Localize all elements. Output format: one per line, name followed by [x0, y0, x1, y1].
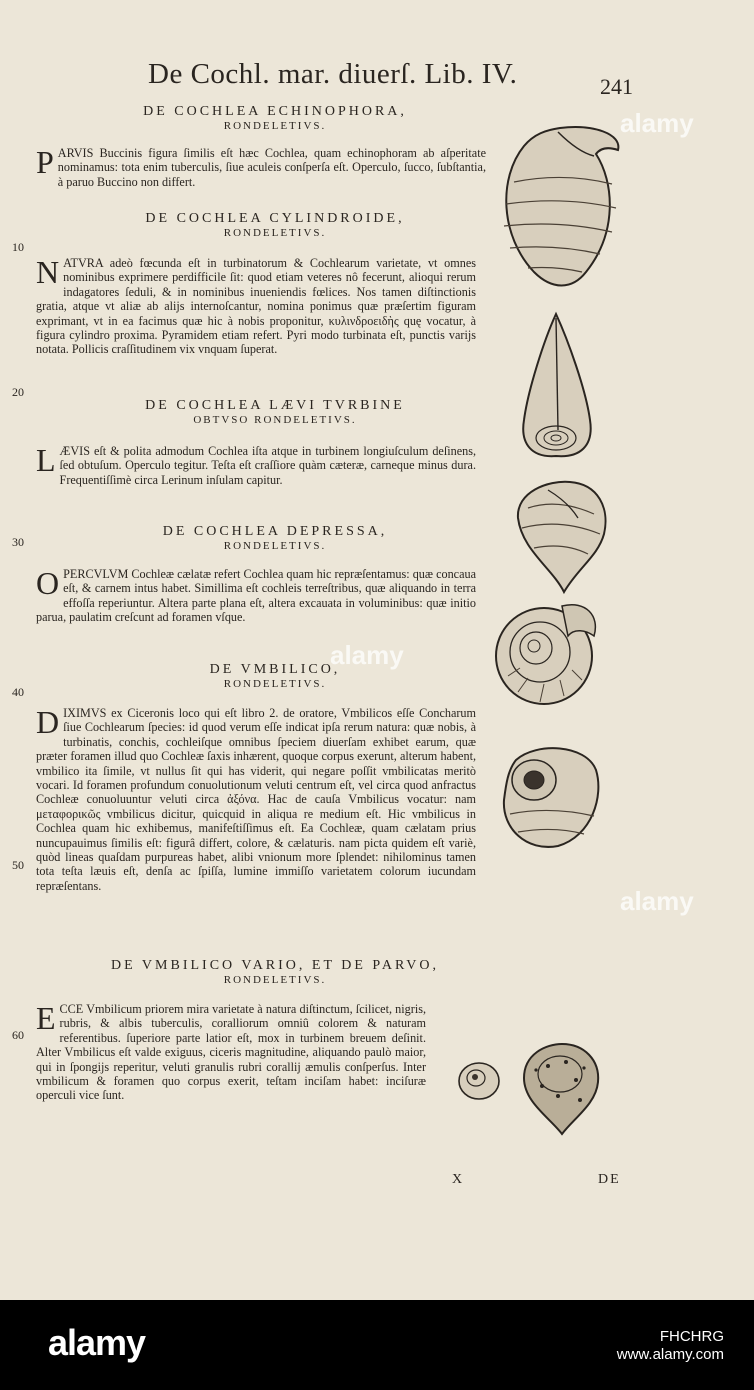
section-text-cylindroide: NATVRA adeò fœcunda eſt in turbinatorum & Cochlearum varietate, vt omnes nominibus exprimere perdifficile ſit: quod etiam veteres nô fecerunt, alioqui rerum indagatores ſeduli, & in nominibus inueniendis fœlices. Nos tamen diſtinctionis gratia, atque vt aliæ ab alijs internoſcantur, nomina ponimus quæ præſertim figuram exprimant, vt in ea facimus quæ hic à nobis proponitur, κυλινδροειδὴς quę vocatur, à figura cylindro proxima. Pyramidem etiam refert. Pyri modo turbinata eſt, punctis varijs notata. Pollicis craſſitudinem vix vnquam ſuperat. — [36, 254, 476, 357]
signature-mark: X — [452, 1172, 465, 1187]
watermark: alamy — [620, 886, 694, 916]
depressa-shell-illustration — [490, 596, 602, 710]
section-text-laevi-turbine: LÆVIS eſt & polita admodum Cochlea iſta atque in turbinem longiuſculum deſinens, ſed obtuſum. Operculo tegitur. Teſta eſt craſſiore quàm cæteræ, carneque minus dura. Frequentiſſimè circa Lerinum inſulam capitur. — [36, 442, 476, 487]
line-number: 50 — [12, 858, 24, 872]
line-number: 40 — [12, 685, 24, 699]
section-heading-umbilico-vario: DE VMBILICO VARIO, ET DE PARVO, RONDELETIVS. — [111, 958, 439, 986]
section-heading-laevi-turbine: DE COCHLEA LÆVI TVRBINE OBTVSO RONDELETIVS. — [145, 398, 405, 426]
running-title: De Cochl. mar. diuerſ. Lib. IV. — [148, 58, 518, 90]
line-number: 20 — [12, 385, 24, 399]
stock-logo: alamy — [48, 1322, 146, 1363]
small-umbilicus-illustration — [456, 1058, 502, 1104]
section-text-umbilico: DIXIMVS ex Ciceronis loco qui eſt libro 2. de oratore, Vmbilicos eſſe Concharum ſiue Cochlearum ſpecies: id quod verum eſſe indicat ipſa rerum natura: quæ nobis, à turbinatis, conchis, cochleiſque omnibus ſpeciem diuerſam exhibet earum, quæ præter foramen illud quo Cochleæ ſaxis inhærent, quoque corpus exerunt, alterum habent, vmbilico ita ſimile, vt nullus ſit qui has viderit, qui negare poſſit vmbilicatas meritò vocari. Id foramen profundum conuolutionum veluti centrum eſt, vel circa quod anfractus Cochleæ conuoluuntur veluti circa ἀξόνα. Hac de cauſa Vmbilicus vocatur: nam μεταφορικῶς vmbilicus dicitur, quicquid in aliqua re medium eſt. Hic vmbilicus in Cochlea quam hic exhibemus, manifeſtiſſimus eſt. Ea Cochleæ, quam cælatam prius nuncupauimus ſimilis eſt: figurâ differt, colore, & cælaturis. nam picta quidem eſt variè, quòd lineas quaſdam purpureas habet, alibi vnionum more ſplendet: nihilominus tamen tota teſta læuis eſt, denſa ac ſpiſſa, lumine immiſſo varietatem colorum iucundam repræſentans. — [36, 704, 476, 893]
section-text-umbilico-vario: ECCE Vmbilicum priorem mira varietate à natura diſtinctum, ſcilicet, nigris, rubris, & albis tuberculis, coralliorum omniû colorem & naturam referentibus. ſuperiore parte latior eſt, mox in turbinem breuem deſinit. Alter Vmbilicus eſt valde exiguus, ciceris magnitudine, aliquando paulò maior, qui in ſpongijs reperitur, veluti granulis rubri corallij æmulis conſperſus. Inter vmbilicum & foramen quo corpus exerit, teſtam inciſam habet: inciſuræ operculi vice ſunt. — [36, 1000, 426, 1103]
umbilicus-vario-illustration — [518, 1040, 602, 1136]
line-number: 10 — [12, 240, 24, 254]
section-heading-depressa: DE COCHLEA DEPRESSA, RONDELETIVS. — [162, 524, 388, 552]
catchword: DE — [598, 1172, 621, 1187]
page-number: 241 — [600, 74, 633, 99]
laevi-turbine-shell-illustration — [508, 478, 612, 596]
section-heading-umbilico: DE VMBILICO, RONDELETIVS. — [209, 662, 341, 690]
section-heading-echinophora: DE COCHLEA ECHINOPHORA, RONDELETIVS. — [143, 104, 407, 132]
watermark: alamy — [620, 108, 694, 138]
image-id: FHCHRG — [659, 1328, 724, 1345]
line-number: 30 — [12, 535, 24, 549]
section-heading-cylindroide: DE COCHLEA CYLINDROIDE, RONDELETIVS. — [145, 211, 405, 239]
section-text-depressa: OPERCVLVM Cochleæ cælatæ refert Cochlea quam hic repræſentamus: quæ concaua eſt, & carnem intus habet. Simillima eſt cochleis terreſtribus, quæ aliquando in terra effoſſa reperiuntur. Altera parte plana eſt, altera excauata in voluminibus: quæ initio parua, paulatim creſcunt ad foramen vſque. — [36, 565, 476, 625]
cylindroide-shell-illustration — [516, 310, 600, 460]
stock-site: www.alamy.com — [616, 1346, 724, 1363]
line-number: 60 — [12, 1028, 24, 1042]
section-text-echinophora: PARVIS Buccinis figura ſimilis eſt hæc Cochlea, quam echinophoram ab aſperitate nominamus: tota enim tuberculis, ſiue aculeis conſperſa eſt. Operculo, ſucco, ſubſtantia, à paruo Buccino non differt. — [36, 144, 486, 189]
stock-image-info — [617, 1328, 724, 1364]
watermark: alamy — [330, 640, 404, 670]
echinophora-shell-illustration — [494, 122, 628, 292]
umbilicus-shell-illustration — [496, 740, 604, 852]
